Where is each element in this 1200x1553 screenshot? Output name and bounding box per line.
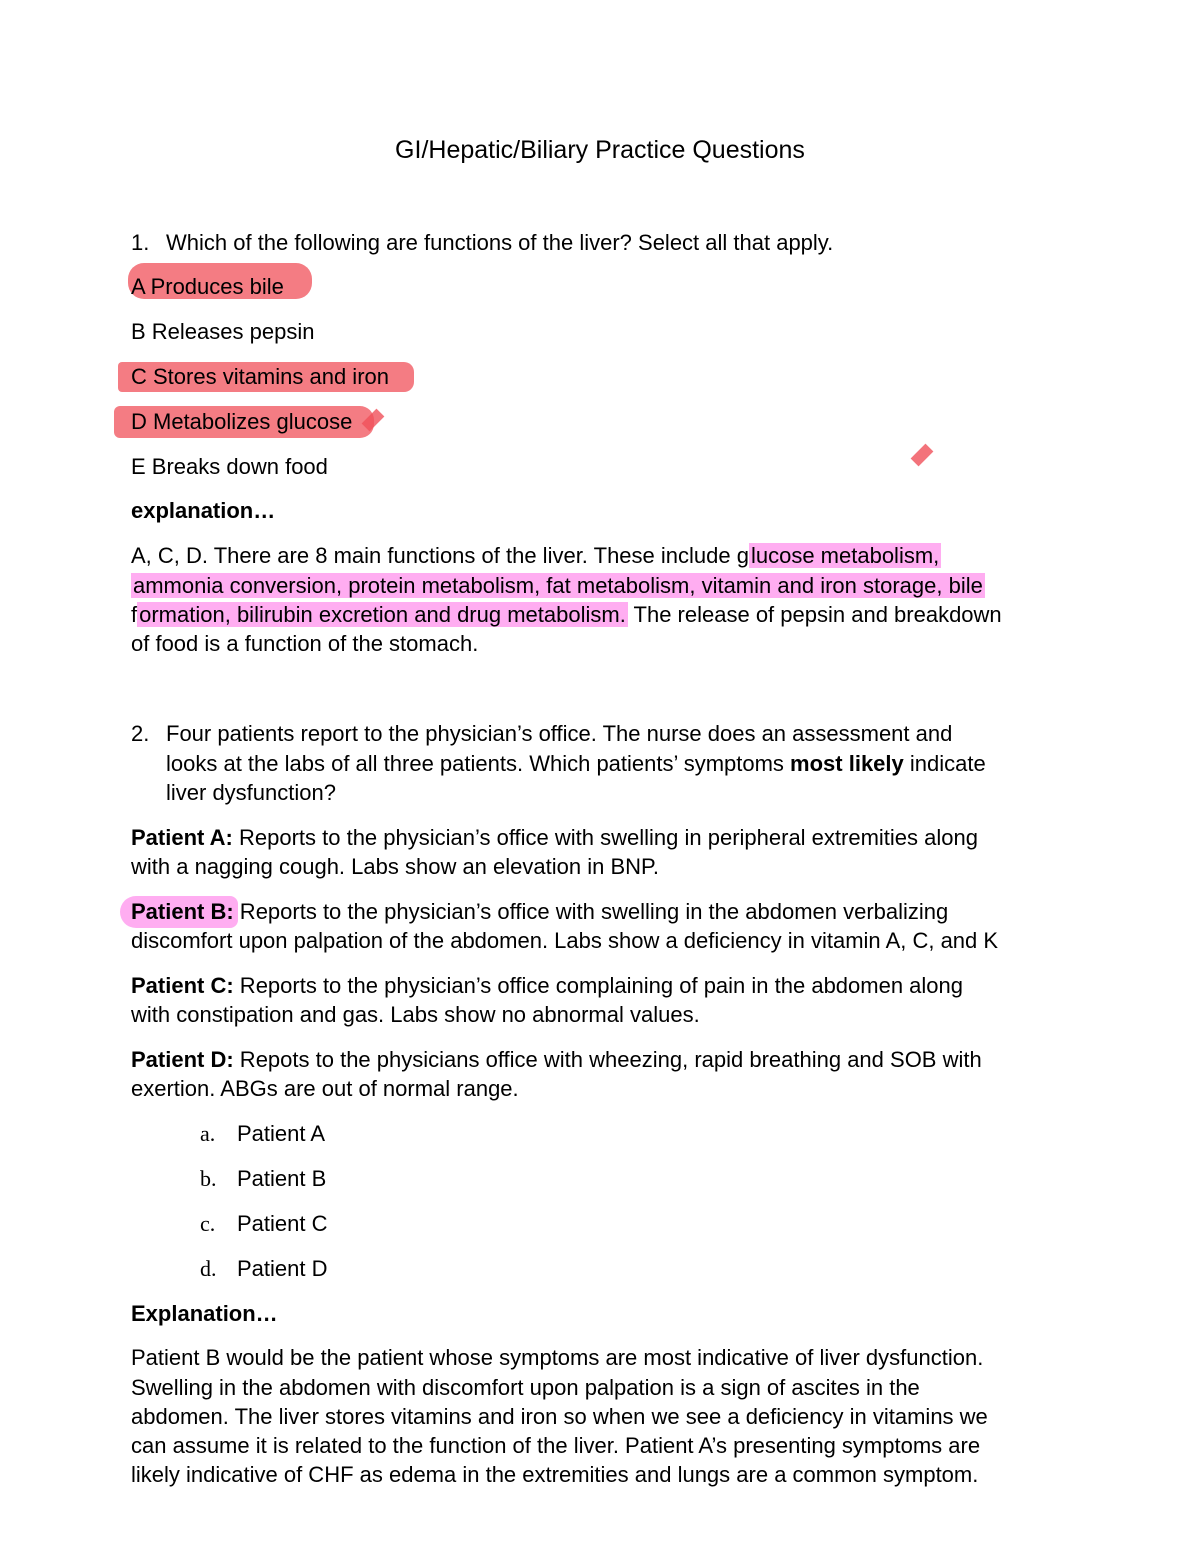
q1-explanation-line-4: of food is a function of the stomach. <box>131 631 479 656</box>
pink-highlight: lucose metabolism, <box>750 543 940 568</box>
patient-a-line-2: with a nagging cough. Labs show an elevation in BNP. <box>131 854 659 879</box>
marker-diamond-icon <box>911 444 934 467</box>
choice-letter: d. <box>200 1256 217 1281</box>
q1-explanation-label: explanation… <box>131 498 276 523</box>
q2-number: 2. <box>131 721 150 746</box>
q2-explanation-line: abdomen. The liver stores vitamins and iron so when we see a deficiency in vitamins we <box>131 1404 988 1429</box>
q1-explanation-line-2 <box>131 571 985 601</box>
q1-question-text: Which of the following are functions of the liver? Select all that apply. <box>166 230 834 255</box>
q1-option-a: A Produces bile <box>131 274 284 299</box>
q1-option-d: D Metabolizes glucose <box>131 409 353 434</box>
q1-option-b: B Releases pepsin <box>131 319 315 344</box>
pink-highlight: ormation, bilirubin excretion and drug metabolism. <box>139 602 626 627</box>
patient-b-line-1: Patient B: Reports to the physician’s office with swelling in the abdomen verbalizing <box>131 899 949 924</box>
q1-explanation-line-1: A, C, D. There are 8 main functions of the liver. These include glucose metabolism, <box>131 543 940 568</box>
choice-letter: b. <box>200 1166 217 1191</box>
patient-c-line-2: with constipation and gas. Labs show no abnormal values. <box>131 1002 700 1027</box>
q1-number: 1. <box>131 230 150 255</box>
patient-a-line-1: Patient A: Reports to the physician’s office with swelling in peripheral extremities along <box>131 825 978 850</box>
q2-question-line-2: looks at the labs of all three patients. Which patients’ symptoms most likely indicate <box>166 751 986 776</box>
q2-explanation-line: Patient B would be the patient whose symptoms are most indicative of liver dysfunction. <box>131 1345 984 1370</box>
patient-d-line-1: Patient D: Repots to the physicians office with wheezing, rapid breathing and SOB with <box>131 1047 982 1072</box>
choice-letter: a. <box>200 1121 216 1146</box>
q2-explanation-line: likely indicative of CHF as edema in the extremities and lungs are a common symptom. <box>131 1462 979 1487</box>
patient-b-line-2: discomfort upon palpation of the abdomen. Labs show a deficiency in vitamin A, C, and K <box>131 928 999 953</box>
q1-option-c: C Stores vitamins and iron <box>131 364 389 389</box>
pink-highlight: ammonia conversion, protein metabolism, fat metabolism, vitamin and iron storage, bile <box>133 573 983 598</box>
q2-explanation-line: Swelling in the abdomen with discomfort upon palpation is a sign of ascites in the <box>131 1375 920 1400</box>
q1-option-e: E Breaks down food <box>131 454 328 479</box>
q2-question-line-1: Four patients report to the physician’s office. The nurse does an assessment and <box>166 721 953 746</box>
choice-text: Patient A <box>237 1121 326 1146</box>
choice-text: Patient D <box>237 1256 328 1281</box>
patient-d-line-2: exertion. ABGs are out of normal range. <box>131 1076 519 1101</box>
q2-explanation-label: Explanation… <box>131 1301 278 1326</box>
q2-question-line-3: liver dysfunction? <box>166 780 336 805</box>
q1-explanation-line-3: formation, bilirubin excretion and drug metabolism. The release of pepsin and breakdown <box>131 602 1002 627</box>
page-title: GI/Hepatic/Biliary Practice Questions <box>395 136 805 164</box>
choice-text: Patient B <box>237 1166 327 1191</box>
choice-text: Patient C <box>237 1211 328 1236</box>
patient-c-line-1: Patient C: Reports to the physician’s office complaining of pain in the abdomen along <box>131 973 964 998</box>
choice-letter: c. <box>200 1211 216 1236</box>
q2-explanation-line: can assume it is related to the function of the liver. Patient A’s presenting symptoms are <box>131 1433 981 1458</box>
